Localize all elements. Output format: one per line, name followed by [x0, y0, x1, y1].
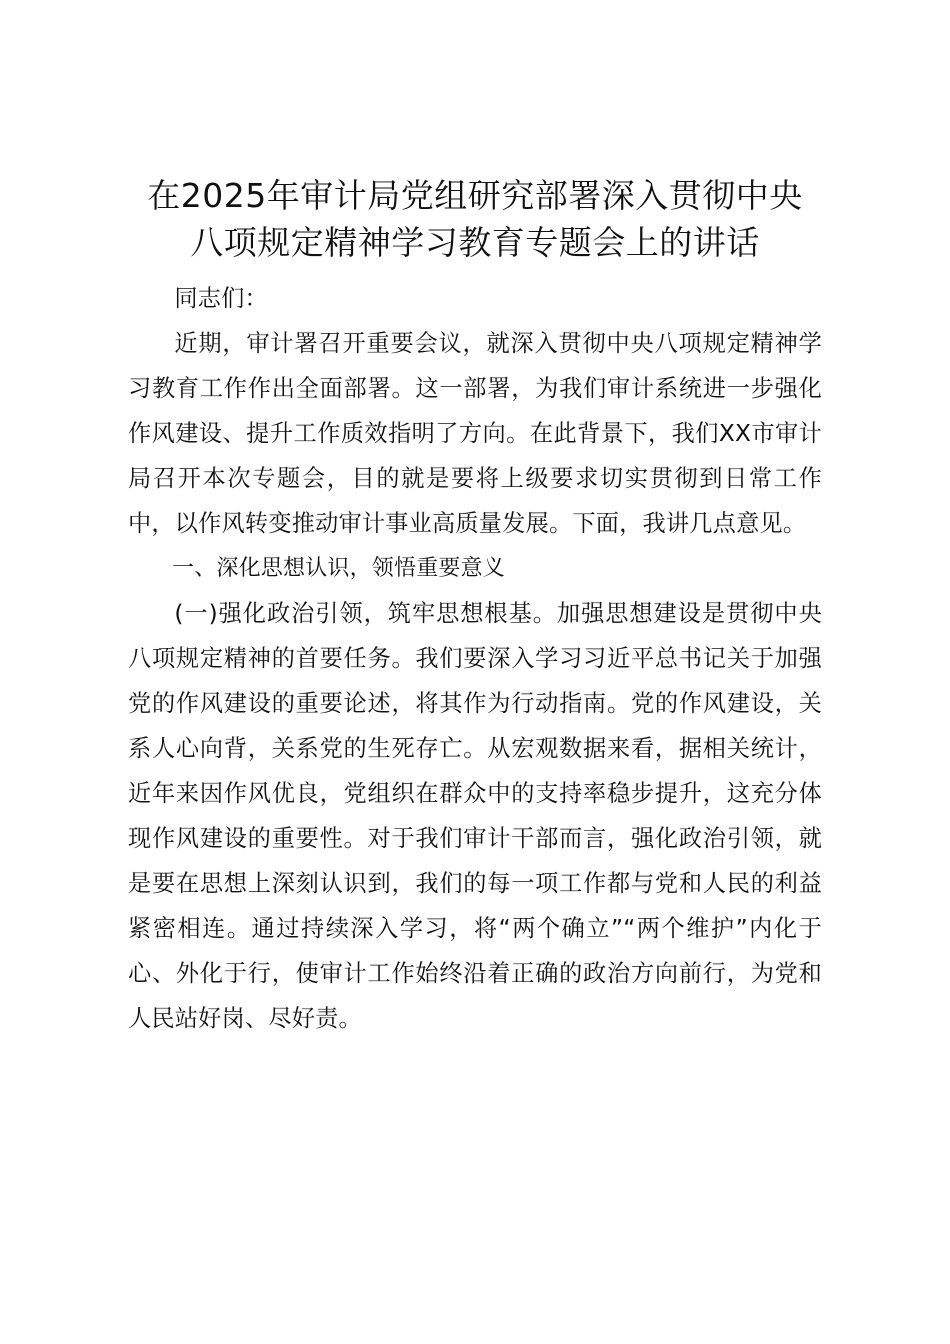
paragraph-section-1-1: (一)强化政治引领，筑牢思想根基。加强思想建设是贯彻中央八项规定精神的首要任务。我们要深入学习习近平总书记关于加强党的作风建设的重要论述，将其作为行动指南。党的作风建设，关系人心向背，关系党的生死存亡。从宏观数据来看，据相关统计，近年来因作风优良，党组织在群众中的支持率稳步提升，这充分体现作风建设的重要性。对于我们审计干部而言，强化政治引领，就是要在思想上深刻认识到，我们的每一项工作都与党和人民的利益紧密相连。通过持续深入学习，将“两个确立”“两个维护”内化于心、外化于行，使审计工作始终沿着正确的政治方向前行，为党和人民站好岗、尽好责。 [128, 600, 822, 1032]
title-line-1: 在2025年审计局党组研究部署深入贯彻中央 [147, 176, 803, 215]
title-line-2: 八项规定精神学习教育专题会上的讲话 [190, 223, 760, 262]
document-body [128, 276, 822, 1041]
section-heading-1: 一、深化思想认识，领悟重要意义 [172, 556, 506, 581]
paragraph-intro: 近期，审计署召开重要会议，就深入贯彻中央八项规定精神学习教育工作作出全面部署。这一部署，为我们审计系统进一步强化作风建设、提升工作质效指明了方向。在此背景下，我们XX市审计局召开本次专题会，目的就是要将上级要求切实贯彻到日常工作中，以作风转变推动审计事业高质量发展。下面，我讲几点意见。 [128, 330, 822, 537]
salutation: 同志们： [174, 285, 268, 312]
document-title [110, 172, 840, 266]
